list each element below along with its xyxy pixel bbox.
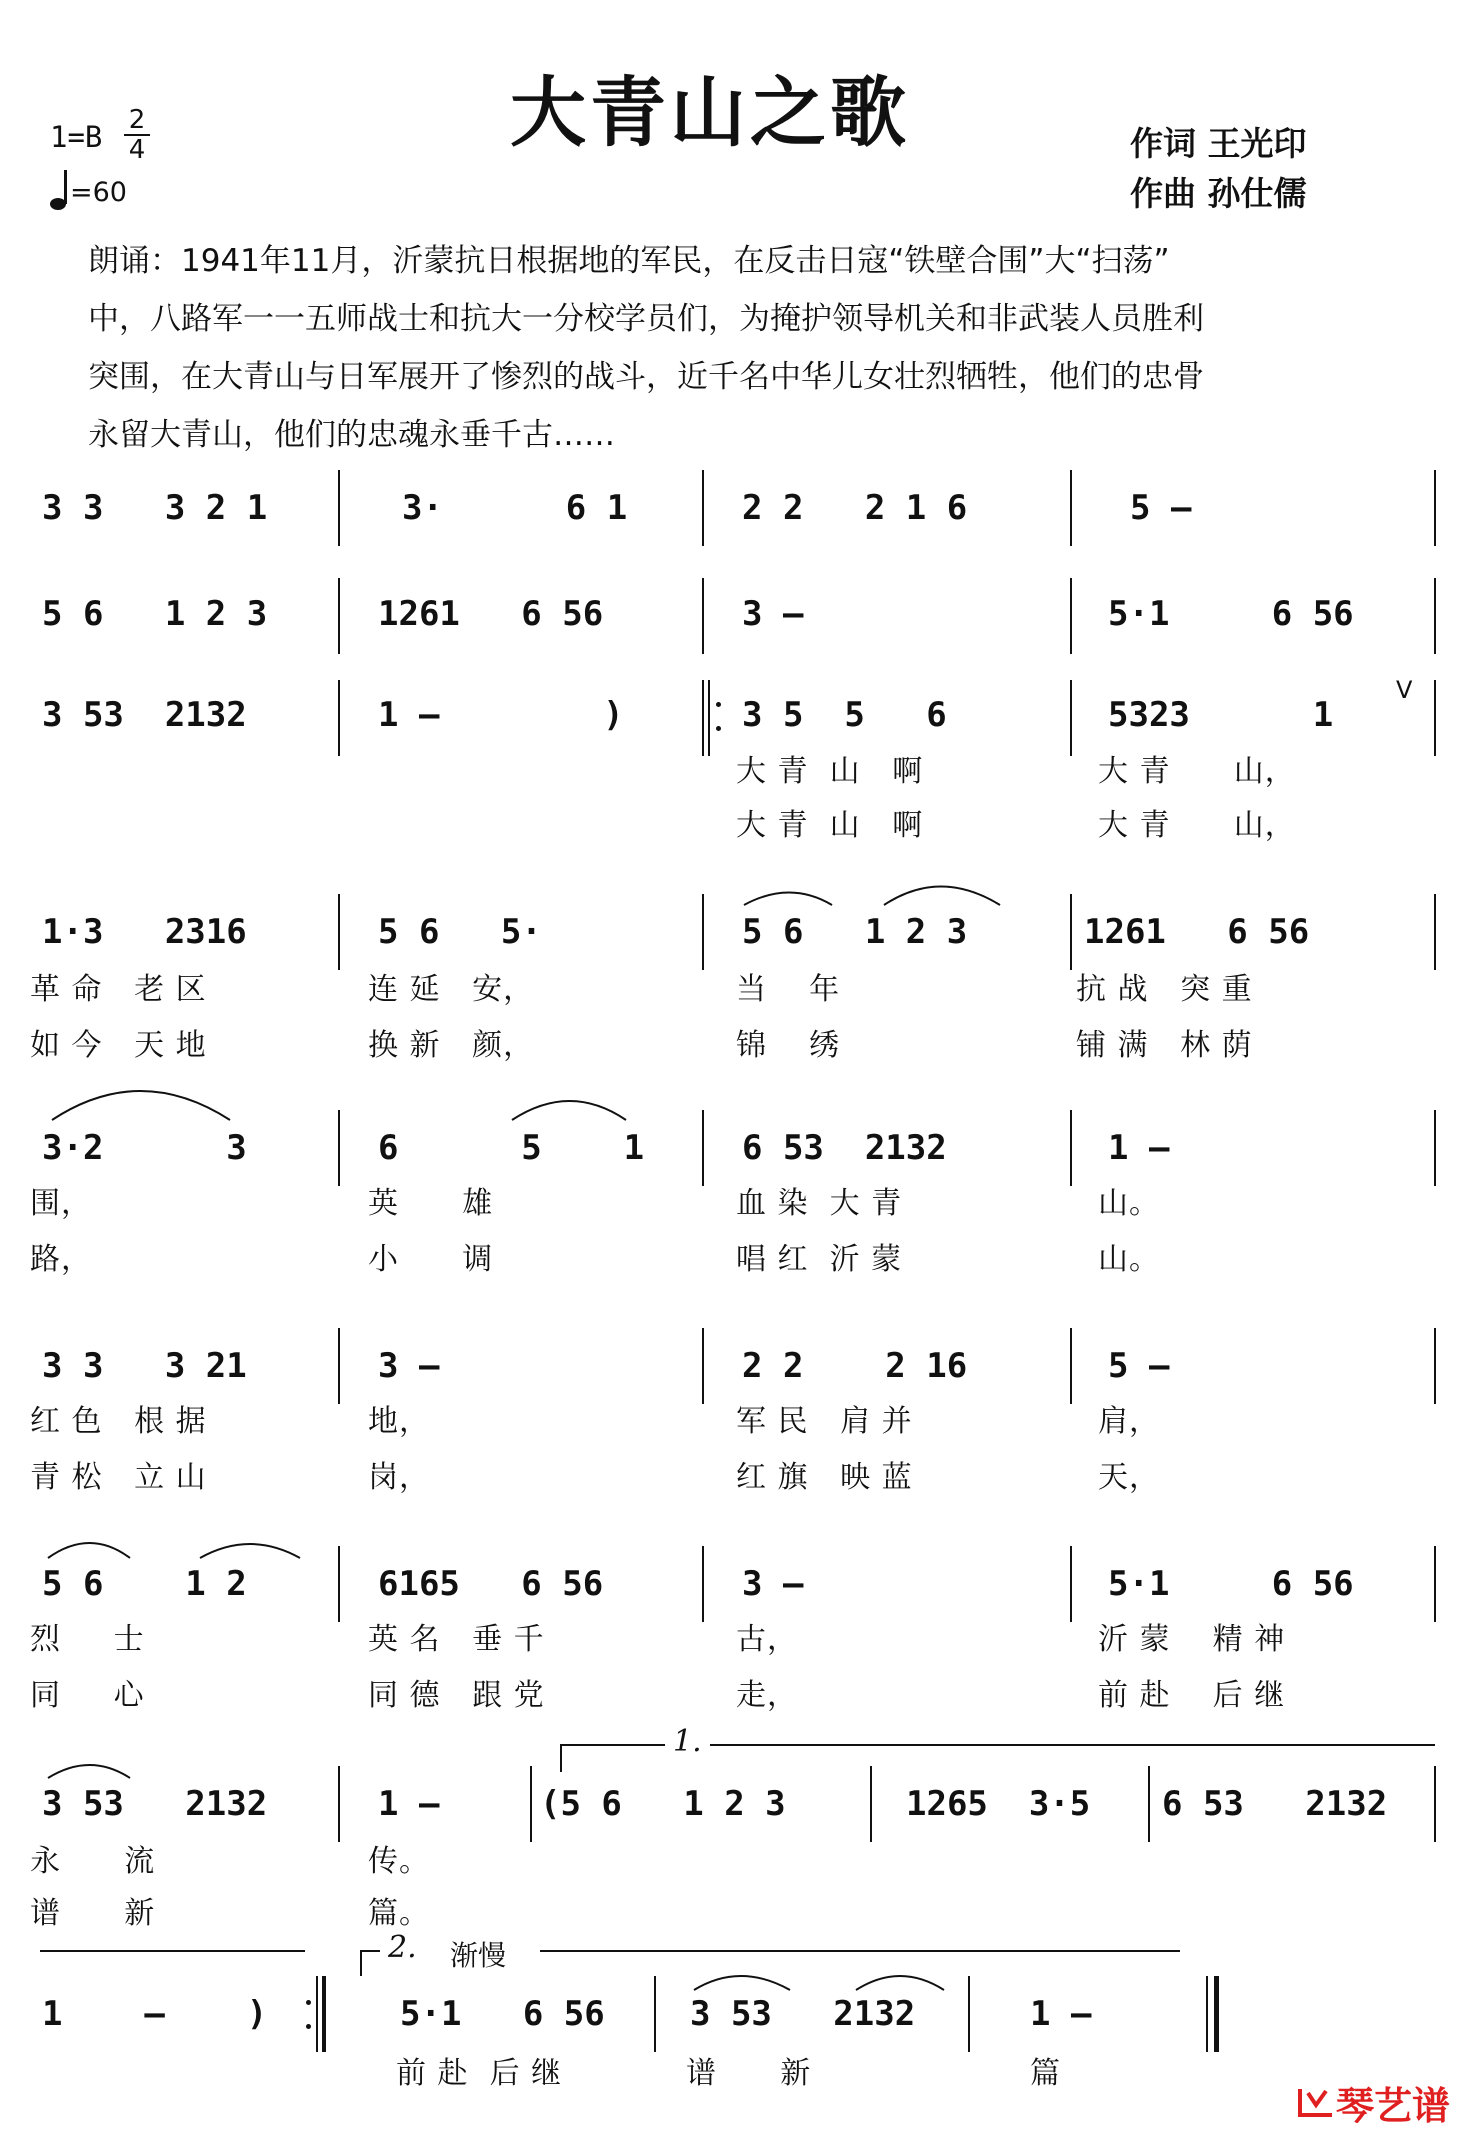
- row5-lyric2-m4: 山。: [1098, 1242, 1160, 1277]
- row7-lyric1-m3: 古，: [736, 1622, 798, 1657]
- row8-measure2: 1 –: [378, 1784, 440, 1824]
- row4-lyric2-m2: 换 新 颜，: [368, 1028, 535, 1063]
- row4-lyric1-m3: 当 年: [736, 972, 841, 1007]
- row3-lyric2-m3: 大 青 山 啊: [736, 808, 924, 843]
- song-title: 大青山之歌: [510, 68, 910, 157]
- row4-measure2: 5 6 5·: [378, 912, 542, 952]
- composer-credit: 作曲 孙仕儒: [1130, 174, 1307, 213]
- row5-lyric2-m3: 唱 红 沂 蒙: [736, 1242, 903, 1277]
- row8-measure3: (5 6 1 2 3: [540, 1784, 786, 1824]
- row3-measure2: 1 – ): [378, 695, 624, 735]
- row5-lyric1-m2: 英 雄: [368, 1186, 494, 1221]
- row7-lyric2-m1: 同 心: [30, 1678, 145, 1713]
- row4-lyric1-m1: 革 命 老 区: [30, 972, 207, 1007]
- key-signature: 1=B: [50, 120, 103, 154]
- row9-lyric-m4: 篇: [1030, 2056, 1061, 2091]
- slur: [48, 1543, 130, 1558]
- narration-line-4: 永留大青山，他们的忠魂永垂千古……: [88, 417, 615, 453]
- volta-1-label: 1.: [665, 1724, 710, 1759]
- row7-lyric2-m3: 走，: [736, 1678, 798, 1713]
- row7-lyric2-m2: 同 德 跟 党: [368, 1678, 545, 1713]
- slur: [52, 1091, 230, 1120]
- row7-lyric1-m2: 英 名 垂 千: [368, 1622, 545, 1657]
- row6-lyric1-m1: 红 色 根 据: [30, 1404, 207, 1439]
- row4-measure3: 5 6 1 2 3: [742, 912, 968, 952]
- row9-measure2: 5·1 6 56: [400, 1994, 605, 2034]
- row4-lyric2-m3: 锦 绣: [736, 1028, 841, 1063]
- row7-lyric1-m1: 烈 士: [30, 1622, 145, 1657]
- row5-lyric2-m2: 小 调: [368, 1242, 494, 1277]
- row5-measure4: 1 –: [1108, 1128, 1170, 1168]
- row2-measure4: 5·1 6 56: [1108, 594, 1354, 634]
- row5-measure2: 6 5 1: [378, 1128, 645, 1168]
- time-signature-bottom: 4: [128, 135, 146, 165]
- row9-measure1: 1 – ): [42, 1994, 268, 2034]
- row6-lyric1-m3: 军 民 肩 并: [736, 1404, 913, 1439]
- watermark-text: 琴艺谱: [1335, 2084, 1450, 2128]
- row7-measure2: 6165 6 56: [378, 1564, 604, 1604]
- slur: [744, 893, 832, 906]
- watermark: [1296, 2075, 1450, 2130]
- row8-measure5: 6 53 2132: [1162, 1784, 1388, 1824]
- row7-lyric1-m4: 沂 蒙 精 神: [1098, 1622, 1286, 1657]
- row6-measure2: 3 –: [378, 1346, 440, 1386]
- row8-lyric1-m2: 传。: [368, 1844, 430, 1879]
- row6-lyric2-m4: 天，: [1098, 1460, 1160, 1495]
- row8-measure1: 3 53 2132: [42, 1784, 268, 1824]
- row2-measure3: 3 –: [742, 594, 804, 634]
- narration-line-1: 朗诵：1941年11月，沂蒙抗日根据地的军民，在反击日寇“铁壁合围”大“扫荡”: [88, 243, 1170, 279]
- row7-measure4: 5·1 6 56: [1108, 1564, 1354, 1604]
- row6-measure3: 2 2 2 16: [742, 1346, 968, 1386]
- row4-lyric1-m4: 抗 战 突 重: [1076, 972, 1253, 1007]
- narration-line-2: 中，八路军一一五师战士和抗大一分校学员们，为掩护领导机关和非武装人员胜利: [88, 301, 1204, 337]
- row4-measure1: 1·3 2316: [42, 912, 247, 952]
- row2-measure2: 1261 6 56: [378, 594, 604, 634]
- slur: [884, 887, 1000, 906]
- row6-lyric1-m4: 肩，: [1098, 1404, 1160, 1439]
- ritardando-marking: 渐慢: [450, 1939, 507, 1972]
- breath-mark: V: [1396, 676, 1413, 704]
- slur: [200, 1544, 300, 1558]
- row3-lyric2-m4: 大 青 山，: [1098, 808, 1296, 843]
- narration-line-3: 突围，在大青山与日军展开了惨烈的战斗，近千名中华儿女壮烈牺牲，他们的忠骨: [88, 359, 1204, 395]
- logo-icon: [1296, 2084, 1336, 2128]
- row3-lyric1-m4: 大 青 山，: [1098, 754, 1296, 789]
- row6-measure4: 5 –: [1108, 1346, 1170, 1386]
- row4-lyric2-m1: 如 今 天 地: [30, 1028, 207, 1063]
- row9-measure3: 3 53 2132: [690, 1994, 916, 2034]
- row5-lyric1-m1: 围，: [30, 1186, 92, 1221]
- row7-measure1: 5 6 1 2: [42, 1564, 247, 1604]
- row8-lyric2-m1: 谱 新: [30, 1896, 156, 1931]
- row3-measure1: 3 53 2132: [42, 695, 247, 735]
- row3-lyric1-m3: 大 青 山 啊: [736, 754, 924, 789]
- row5-lyric1-m3: 血 染 大 青: [736, 1186, 903, 1221]
- row2-measure1: 5 6 1 2 3: [42, 594, 268, 634]
- row7-lyric2-m4: 前 赴 后 继: [1098, 1678, 1286, 1713]
- row6-measure1: 3 3 3 21: [42, 1346, 247, 1386]
- time-signature-top: 2: [128, 105, 146, 135]
- row6-lyric2-m3: 红 旗 映 蓝: [736, 1460, 913, 1495]
- row6-lyric1-m2: 地，: [368, 1404, 430, 1439]
- row5-lyric2-m1: 路，: [30, 1242, 92, 1277]
- row4-lyric1-m2: 连 延 安，: [368, 972, 535, 1007]
- slur: [694, 1976, 790, 1990]
- row3-measure3: 3 5 5 6: [742, 695, 947, 735]
- row3-measure4: 5323 1: [1108, 695, 1334, 735]
- lyricist-credit: 作词 王光印: [1130, 124, 1307, 163]
- row8-measure4: 1265 3·5: [906, 1784, 1091, 1824]
- row6-lyric2-m1: 青 松 立 山: [30, 1460, 207, 1495]
- row9-measure4: 1 –: [1030, 1994, 1092, 2034]
- row1-measure1: 3 3 3 2 1: [42, 488, 268, 528]
- row6-lyric2-m2: 岗，: [368, 1460, 430, 1495]
- slur: [856, 1976, 944, 1990]
- row5-lyric1-m4: 山。: [1098, 1186, 1160, 1221]
- row9-lyric-m3: 谱 新: [686, 2056, 812, 2091]
- row1-measure4: 5 –: [1130, 488, 1192, 528]
- volta-2-label: 2.: [388, 1930, 417, 1965]
- row4-lyric2-m4: 铺 满 林 荫: [1076, 1028, 1253, 1063]
- row1-measure2: 3· 6 1: [402, 488, 628, 528]
- row7-measure3: 3 –: [742, 1564, 804, 1604]
- row9-lyric-m2: 前 赴 后 继: [396, 2056, 563, 2091]
- row5-measure3: 6 53 2132: [742, 1128, 947, 1168]
- row8-lyric2-m2: 篇。: [368, 1896, 430, 1931]
- row8-lyric1-m1: 永 流: [30, 1844, 156, 1879]
- row4-measure4: 1261 6 56: [1084, 912, 1310, 952]
- tempo-value: =60: [70, 177, 127, 208]
- row5-measure1: 3·2 3: [42, 1128, 247, 1168]
- row1-measure3: 2 2 2 1 6: [742, 488, 968, 528]
- slur: [512, 1101, 626, 1120]
- slur: [48, 1765, 130, 1778]
